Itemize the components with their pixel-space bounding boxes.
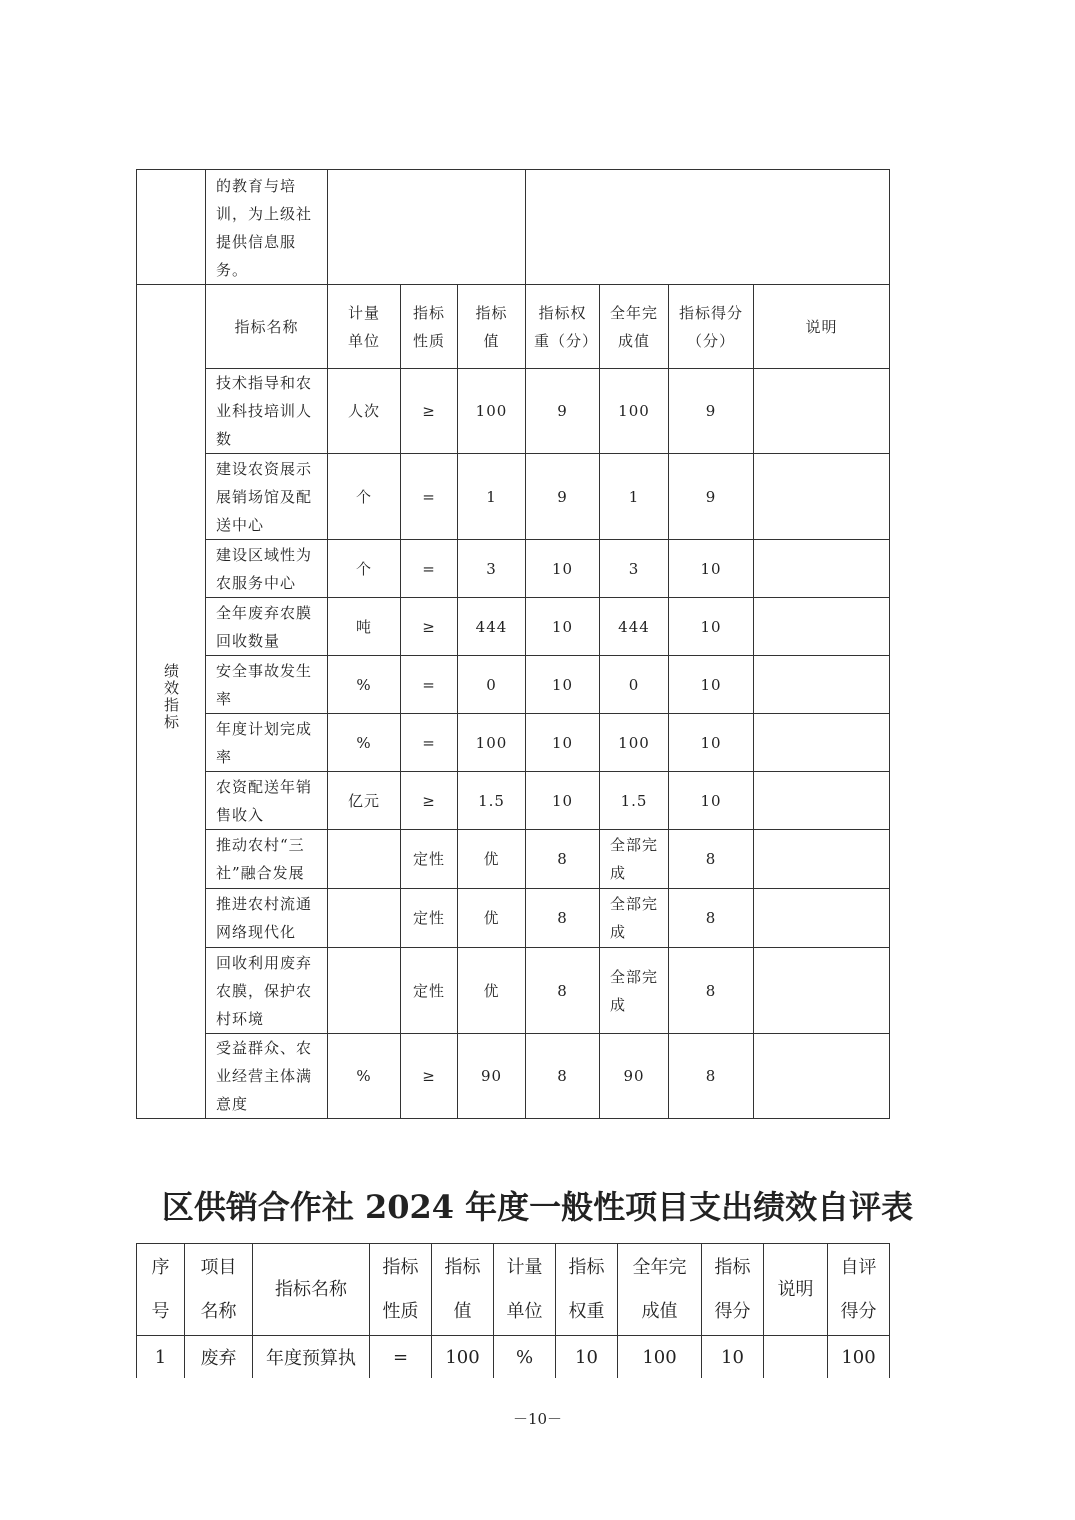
indicator-score: 8	[669, 948, 754, 1034]
header-complete	[618, 1244, 702, 1336]
page-number: －10－	[512, 1410, 563, 1428]
indicator-score: 10	[669, 772, 754, 830]
indicator-unit: 人次	[328, 369, 401, 454]
header-unit	[494, 1244, 556, 1336]
indicator-nature: ≥	[401, 772, 458, 830]
header-weight-line2: 权重	[568, 1300, 605, 1322]
empty-cell	[328, 170, 526, 285]
cell-weight: 10	[556, 1336, 618, 1379]
indicator-note	[754, 1034, 890, 1119]
cell-value: 100	[432, 1336, 494, 1379]
indicator-weight: 9	[526, 454, 600, 540]
indicator-name: 年度计划完成率	[206, 714, 328, 772]
table-row	[137, 454, 890, 540]
indicator-name: 全年废弃农膜回收数量	[206, 598, 328, 656]
indicator-value: 1.5	[458, 772, 526, 830]
header-note: 说明	[764, 1244, 828, 1336]
indicator-note	[754, 540, 890, 598]
table-row	[137, 889, 890, 948]
cell-note	[764, 1336, 828, 1379]
indicator-name: 受益群众、农业经营主体满意度	[206, 1034, 328, 1119]
header-project-line1: 项目	[200, 1256, 237, 1278]
header-score-line2: 得分	[714, 1300, 751, 1322]
indicator-score: 10	[669, 714, 754, 772]
cell-seq: 1	[137, 1336, 185, 1379]
indicator-nature: ≥	[401, 369, 458, 454]
cell-indicator-name: 年度预算执	[253, 1336, 370, 1379]
cell-nature: =	[370, 1336, 432, 1379]
header-name: 指标名称	[206, 285, 328, 369]
indicator-unit: 个	[328, 454, 401, 540]
header-project	[185, 1244, 253, 1336]
indicator-score: 9	[669, 454, 754, 540]
indicator-name: 建设农资展示展销场馆及配送中心	[206, 454, 328, 540]
header-unit: 计量单位	[328, 285, 401, 369]
header-weight: 指标权重（分）	[526, 285, 600, 369]
indicator-nature: ≥	[401, 1034, 458, 1119]
indicator-unit	[328, 948, 401, 1034]
header-nature	[370, 1244, 432, 1336]
header-weight-line1: 指标	[568, 1256, 605, 1278]
indicator-complete: 100	[600, 714, 669, 772]
indicator-score: 8	[669, 889, 754, 948]
header-unit-line2: 单位	[506, 1300, 543, 1322]
header-value: 指标值	[458, 285, 526, 369]
header-self-line2: 得分	[840, 1300, 877, 1322]
indicator-name: 技术指导和农业科技培训人数	[206, 369, 328, 454]
indicator-complete: 全部完成	[600, 830, 669, 889]
header-score: 指标得分（分）	[669, 285, 754, 369]
indicator-unit: 吨	[328, 598, 401, 656]
cell-unit: %	[494, 1336, 556, 1379]
indicator-value: 100	[458, 369, 526, 454]
indicator-score: 10	[669, 656, 754, 714]
indicator-value: 444	[458, 598, 526, 656]
indicator-complete: 0	[600, 656, 669, 714]
header-value-line2: 值	[453, 1300, 472, 1322]
table-row	[137, 656, 890, 714]
self-evaluation-table	[136, 1243, 890, 1378]
performance-indicator-table	[136, 169, 890, 1119]
cell-project: 废弃	[185, 1336, 253, 1379]
header-seq	[137, 1244, 185, 1336]
table-row	[137, 1336, 890, 1379]
indicator-unit: 个	[328, 540, 401, 598]
header-complete-line2: 成值	[641, 1300, 678, 1322]
indicator-name: 安全事故发生率	[206, 656, 328, 714]
indicator-name: 建设区域性为农服务中心	[206, 540, 328, 598]
indicator-complete: 全部完成	[600, 889, 669, 948]
indicator-complete: 444	[600, 598, 669, 656]
indicator-score: 8	[669, 830, 754, 889]
header-seq-line2: 号	[151, 1300, 170, 1322]
header-unit-line1: 计量	[506, 1256, 543, 1278]
indicator-complete: 100	[600, 369, 669, 454]
indicator-weight: 9	[526, 369, 600, 454]
header-value	[432, 1244, 494, 1336]
indicator-weight: 10	[526, 656, 600, 714]
indicator-name: 农资配送年销售收入	[206, 772, 328, 830]
indicator-score: 9	[669, 369, 754, 454]
indicator-nature: =	[401, 714, 458, 772]
indicator-nature: 定性	[401, 889, 458, 948]
indicator-complete: 全部完成	[600, 948, 669, 1034]
indicator-note	[754, 889, 890, 948]
indicator-value: 90	[458, 1034, 526, 1119]
indicator-weight: 10	[526, 714, 600, 772]
table-row	[137, 948, 890, 1034]
indicator-unit: 亿元	[328, 772, 401, 830]
indicator-weight: 10	[526, 772, 600, 830]
empty-cell	[526, 170, 890, 285]
header-note: 说明	[754, 285, 890, 369]
indicator-name: 推动农村“三社”融合发展	[206, 830, 328, 889]
header-self-score	[828, 1244, 890, 1336]
indicator-unit	[328, 889, 401, 948]
indicator-value: 优	[458, 948, 526, 1034]
indicator-value: 3	[458, 540, 526, 598]
indicator-weight: 10	[526, 598, 600, 656]
header-seq-line1: 序	[151, 1256, 170, 1278]
indicator-score: 8	[669, 1034, 754, 1119]
indicator-value: 优	[458, 830, 526, 889]
indicator-name: 推进农村流通网络现代化	[206, 889, 328, 948]
header-weight	[556, 1244, 618, 1336]
section-title: 区供销合作社 2024 年度一般性项目支出绩效自评表	[161, 1188, 914, 1226]
indicator-nature: ≥	[401, 598, 458, 656]
header-complete-line1: 全年完	[632, 1256, 687, 1278]
indicator-unit: %	[328, 1034, 401, 1119]
table-row	[137, 1034, 890, 1119]
indicator-nature: =	[401, 454, 458, 540]
perf-header-row	[137, 285, 890, 369]
header-project-line2: 名称	[200, 1300, 237, 1322]
description-line-2: 提供信息服务。	[216, 233, 297, 279]
indicator-nature: 定性	[401, 948, 458, 1034]
indicator-nature: =	[401, 540, 458, 598]
header-nature-line2: 性质	[382, 1300, 419, 1322]
indicator-complete: 1	[600, 454, 669, 540]
table-row	[137, 369, 890, 454]
header-nature: 指标性质	[401, 285, 458, 369]
indicator-name: 回收利用废弃农膜，保护农村环境	[206, 948, 328, 1034]
indicator-unit: %	[328, 714, 401, 772]
indicator-note	[754, 772, 890, 830]
empty-cell	[137, 170, 206, 285]
header-value-line1: 指标	[444, 1256, 481, 1278]
table-row	[137, 830, 890, 889]
indicator-complete: 1.5	[600, 772, 669, 830]
indicator-weight: 8	[526, 889, 600, 948]
header-self-line1: 自评	[840, 1256, 877, 1278]
indicator-weight: 8	[526, 948, 600, 1034]
indicator-complete: 3	[600, 540, 669, 598]
indicator-note	[754, 948, 890, 1034]
indicator-note	[754, 656, 890, 714]
indicator-note	[754, 454, 890, 540]
indicator-value: 100	[458, 714, 526, 772]
indicator-note	[754, 830, 890, 889]
table-row	[137, 714, 890, 772]
description-cell	[206, 170, 328, 285]
indicator-value: 优	[458, 889, 526, 948]
indicator-value: 0	[458, 656, 526, 714]
indicator-note	[754, 714, 890, 772]
description-line-1: 的教育与培训，为上级社	[216, 177, 313, 223]
indicator-score: 10	[669, 540, 754, 598]
header-score	[702, 1244, 764, 1336]
indicator-weight: 8	[526, 1034, 600, 1119]
cell-complete: 100	[618, 1336, 702, 1379]
indicator-note	[754, 598, 890, 656]
cell-self-score: 100	[828, 1336, 890, 1379]
indicator-nature: =	[401, 656, 458, 714]
side-label-cell	[137, 285, 206, 1119]
indicator-unit	[328, 830, 401, 889]
header-nature-line1: 指标	[382, 1256, 419, 1278]
header-indicator-name: 指标名称	[253, 1244, 370, 1336]
header-row	[137, 1244, 890, 1336]
indicator-nature: 定性	[401, 830, 458, 889]
table-row	[137, 598, 890, 656]
indicator-value: 1	[458, 454, 526, 540]
indicator-complete: 90	[600, 1034, 669, 1119]
indicator-note	[754, 369, 890, 454]
cell-score: 10	[702, 1336, 764, 1379]
indicator-weight: 10	[526, 540, 600, 598]
indicator-weight: 8	[526, 830, 600, 889]
indicator-unit: %	[328, 656, 401, 714]
side-label: 绩效指标	[162, 663, 180, 731]
header-score-line1: 指标	[714, 1256, 751, 1278]
table-row	[137, 540, 890, 598]
indicator-score: 10	[669, 598, 754, 656]
table-row	[137, 772, 890, 830]
header-complete: 全年完成值	[600, 285, 669, 369]
description-row	[137, 170, 890, 285]
